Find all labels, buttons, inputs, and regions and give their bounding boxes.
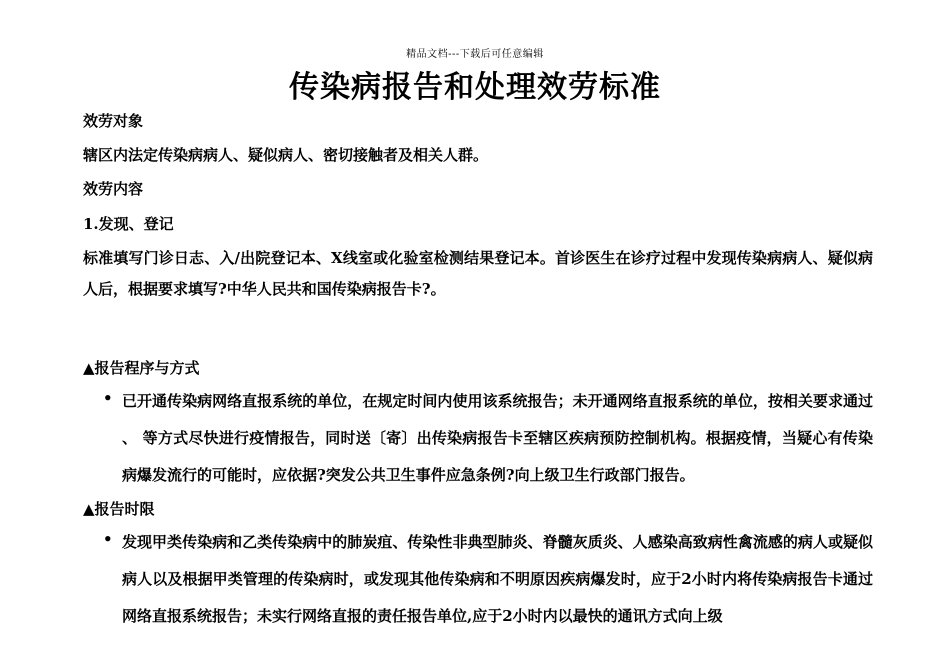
section-heading-discover: 1.发现、登记 [83,215,174,233]
section-heading-content: 效劳内容 [83,180,144,198]
section-heading-deadline: ▲报告时限 [83,500,155,518]
document-title: 传染病报告和处理效劳标准 [289,70,661,105]
section-heading-procedure: ▲报告程序与方式 [83,359,200,377]
deadline-bullet-text: 发现甲类传染病和乙类传染病中的肺炭疽、传染性非典型肺炎、脊髓灰质炎、人感染高致病性禽流感的病人或疑似病人以及根据甲类管理的传染病时，或发现其他传染病和不明原因疾病爆发时，应于2小时内将传染病报告卡通过网络直报系统报告；未实行网络直报的责任报告单位,应于2小时内以最快的通讯方式向上级 [122,533,873,625]
section-heading-target: 效劳对象 [83,112,144,130]
header-note: 精品文档---下载后可任意编辑 [406,49,544,60]
deadline-bullet-item [103,524,873,635]
discover-paragraph: 标准填写门诊日志、入/出院登记本、X线室或化验室检测结果登记本。首诊医生在诊疗过程中发现传染病病人、疑似病人后，根据要求填写?中华人民共和国传染病报告卡?。 [83,249,873,298]
bullet-dot-icon: • [103,389,113,407]
procedure-bullet-text: 已开通传染病网络直报系统的单位，在规定时间内使用该系统报告；未开通网络直报系统的单位，按相关要求通过 、 等方式尽快进行疫情报告，同时送〔寄〕出传染病报告卡至辖区疾病预防控制机构。根据疫情，当疑心有传染病爆发流行的可能时，应依据?突发公共卫生事件应急条例?向上级卫生行政部门报告。 [122,392,873,484]
target-text: 辖区内法定传染病病人、疑似病人、密切接触者及相关人群。 [83,146,489,164]
procedure-bullet-item [103,383,873,494]
bullet-dot-icon: • [103,530,113,548]
